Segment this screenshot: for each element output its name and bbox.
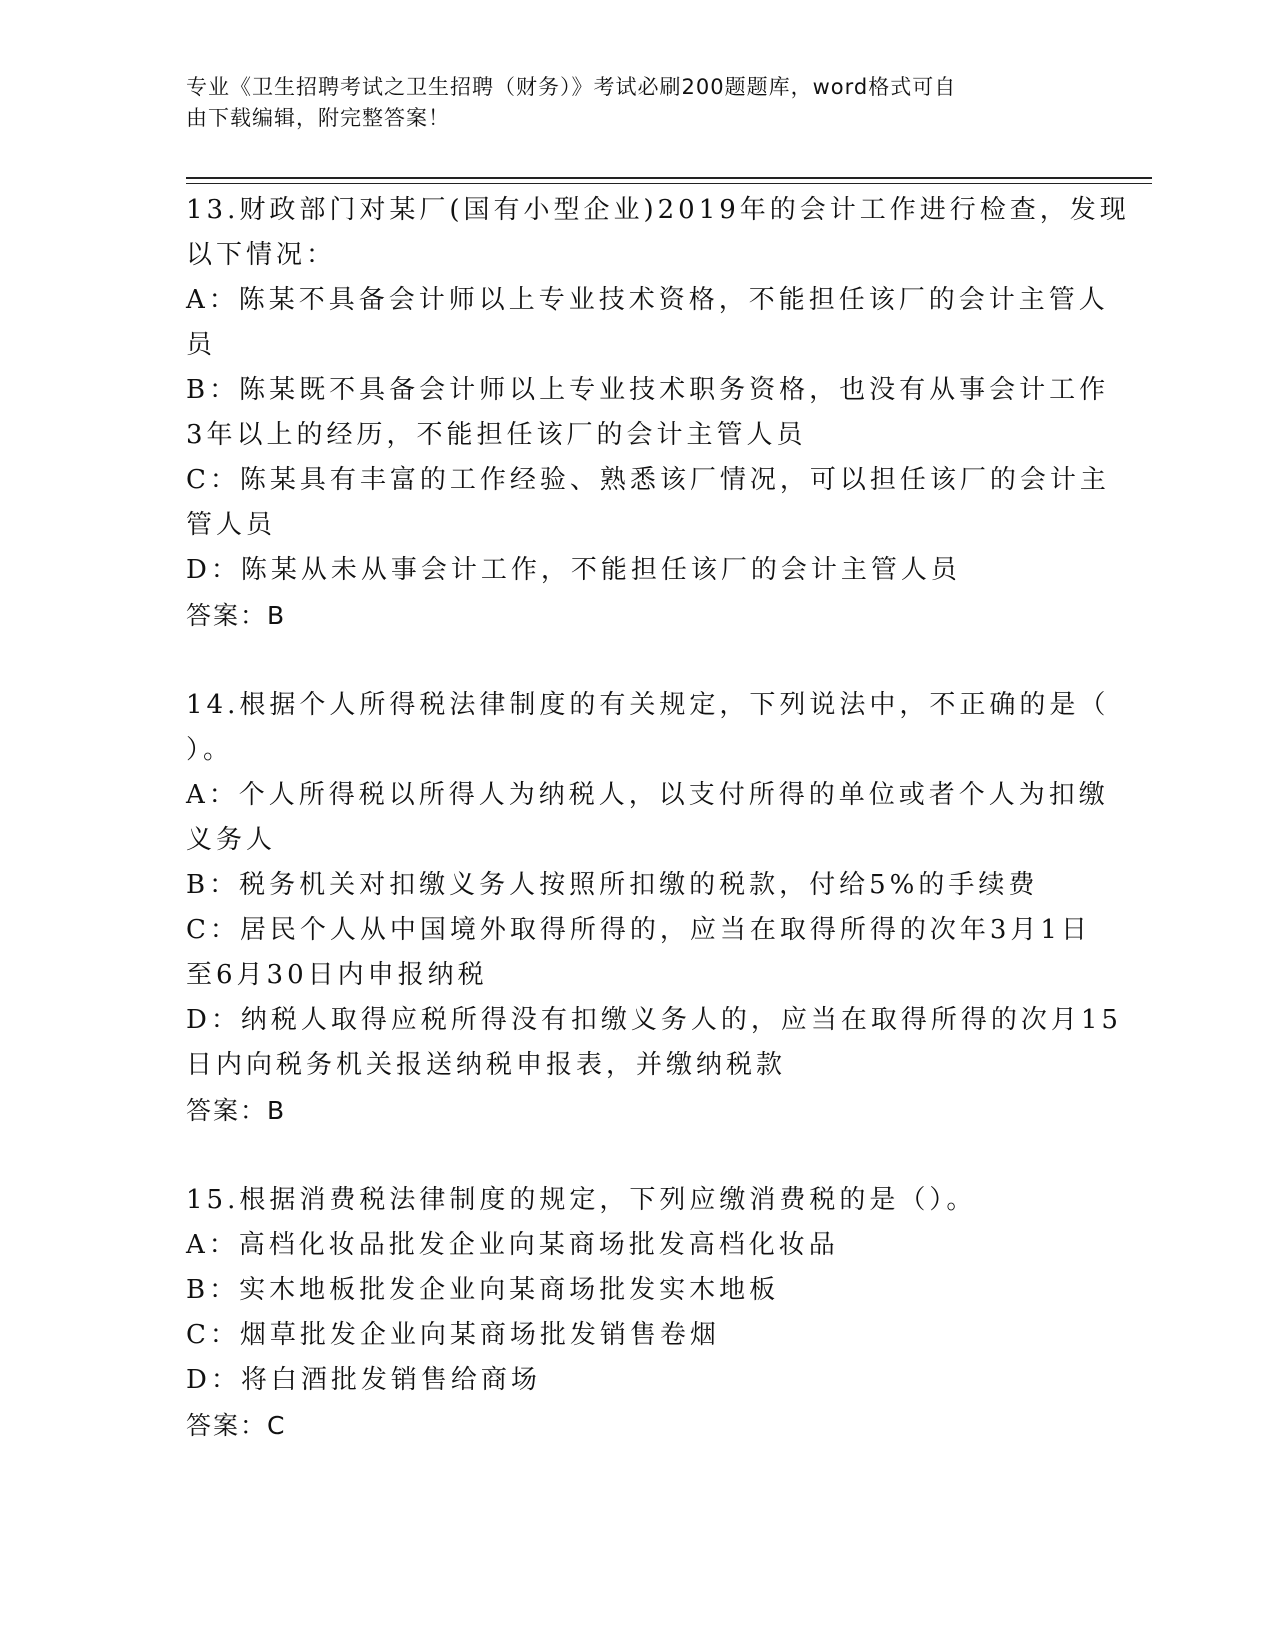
header-title-line-1: 专业《卫生招聘考试之卫生招聘（财务）》考试必刷200题题库，word格式可自 — [186, 75, 957, 99]
option-b-line: B：陈某既不具备会计师以上专业技术职务资格，也没有从事会计工作 — [186, 375, 1110, 405]
option-c-line: C：居民个人从中国境外取得所得的，应当在取得所得的次年3月1日 — [186, 915, 1091, 945]
option-c-line: C：烟草批发企业向某商场批发销售卷烟 — [186, 1320, 720, 1350]
option-b-line: 3年以上的经历，不能担任该厂的会计主管人员 — [186, 420, 807, 450]
spacer — [186, 1133, 1086, 1178]
option-b-line: B：税务机关对扣缴义务人按照所扣缴的税款，付给5%的手续费 — [186, 870, 1039, 900]
option-c-line: 至6月30日内申报纳税 — [186, 960, 488, 990]
question-stem-line: 13.财政部门对某厂(国有小型企业)2019年的会计工作进行检查，发现 — [186, 195, 1130, 225]
answer-line: 答案：B — [186, 601, 287, 630]
header-title-line-2: 由下载编辑，附完整答案！ — [186, 106, 450, 130]
question-stem-line: 15.根据消费税法律制度的规定，下列应缴消费税的是（）。 — [186, 1185, 977, 1215]
option-d-line: D：纳税人取得应税所得没有扣缴义务人的，应当在取得所得的次月15 — [186, 1005, 1122, 1035]
page-header — [186, 72, 1086, 134]
option-a-line: A：高档化妆品批发企业向某商场批发高档化妆品 — [186, 1230, 839, 1260]
question-14 — [186, 683, 1122, 1133]
question-15 — [186, 1178, 1086, 1448]
option-a-line: A：个人所得税以所得人为纳税人，以支付所得的单位或者个人为扣缴 — [186, 780, 1109, 810]
option-b-line: B：实木地板批发企业向某商场批发实木地板 — [186, 1275, 780, 1305]
option-a-line: 义务人 — [186, 825, 277, 855]
option-d-line: D：陈某从未从事会计工作，不能担任该厂的会计主管人员 — [186, 555, 961, 585]
option-c-line: C：陈某具有丰富的工作经验、熟悉该厂情况，可以担任该厂的会计主 — [186, 465, 1110, 495]
question-stem-line: 以下情况： — [186, 240, 337, 270]
question-list — [186, 188, 1130, 1448]
question-stem-line: ）。 — [186, 735, 234, 765]
spacer — [186, 638, 1086, 683]
answer-line: 答案：B — [186, 1096, 287, 1125]
option-a-line: 员 — [186, 330, 217, 360]
header-rule-thin — [186, 183, 1152, 184]
option-d-line: 日内向税务机关报送纳税申报表，并缴纳税款 — [186, 1050, 787, 1080]
question-stem-line: 14.根据个人所得税法律制度的有关规定，下列说法中，不正确的是（ — [186, 690, 1110, 720]
option-a-line: A：陈某不具备会计师以上专业技术资格，不能担任该厂的会计主管人 — [186, 285, 1109, 315]
question-13 — [186, 188, 1130, 638]
answer-line: 答案：C — [186, 1411, 287, 1440]
option-c-line: 管人员 — [186, 510, 277, 540]
option-d-line: D：将白酒批发销售给商场 — [186, 1365, 541, 1395]
header-rule-thick — [186, 177, 1152, 179]
